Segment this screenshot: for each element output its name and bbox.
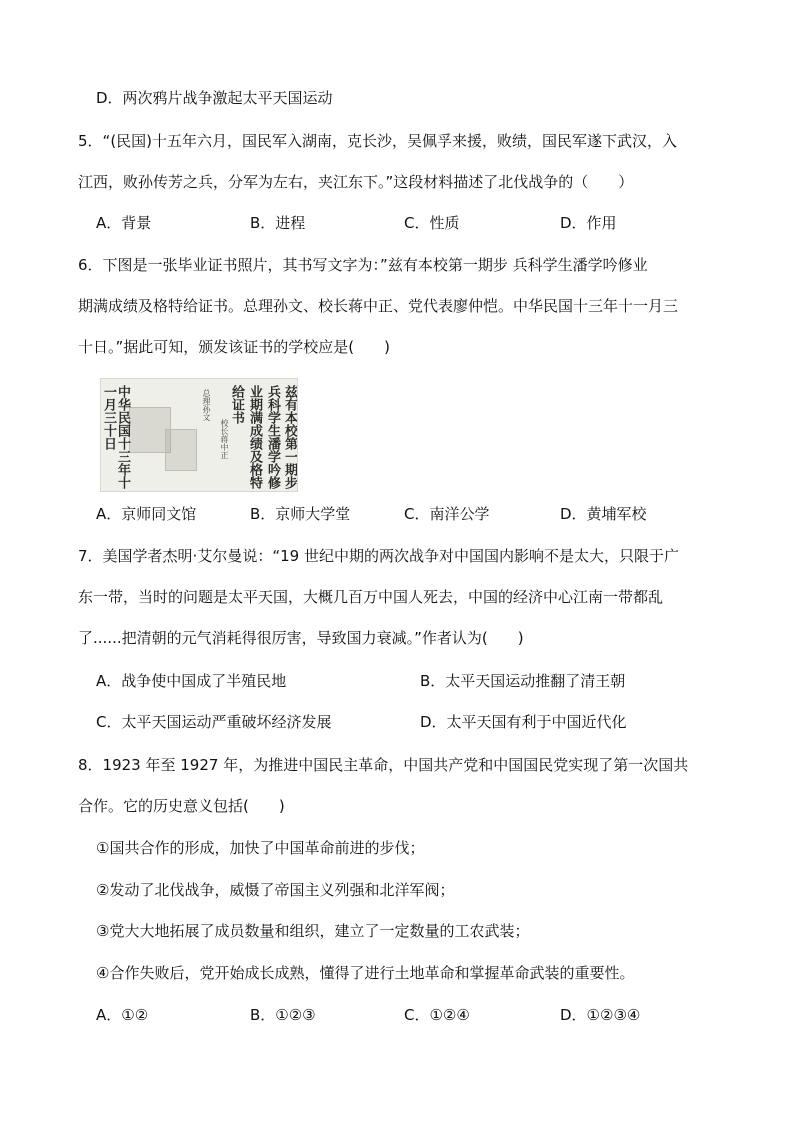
q5-option-b[interactable]: B．进程 bbox=[250, 214, 306, 232]
q8-option-a[interactable]: A．①② bbox=[96, 1006, 149, 1024]
q7-option-b[interactable]: B．太平天国运动推翻了清王朝 bbox=[420, 672, 626, 690]
q8-stem-line2: 合作。它的历史意义包括( ) bbox=[78, 797, 285, 815]
q6-option-a[interactable]: A．京师同文馆 bbox=[96, 505, 197, 523]
certificate-photo bbox=[100, 378, 298, 492]
q8-option-d[interactable]: D．①②③④ bbox=[560, 1006, 641, 1024]
q6-option-c[interactable]: C．南洋公学 bbox=[404, 505, 490, 523]
q6-stem-line2: 期满成绩及格特给证书。总理孙文、校长蒋中正、党代表廖仲恺。中华民国十三年十一月三 bbox=[78, 297, 679, 315]
q5-stem-line1: 5．“(民国)十五年六月，国民军入湖南，克长沙，吴佩孚来援，败绩，国民军遂下武汉，入 bbox=[78, 132, 678, 150]
q7-stem-line2: 东一带，当时的问题是太平天国，大概几百万中国人死去，中国的经济中心江南一带都乱 bbox=[78, 588, 664, 606]
q6-option-b[interactable]: B．京师大学堂 bbox=[250, 505, 351, 523]
q4-option-d: D．两次鸦片战争激起太平天国运动 bbox=[96, 89, 333, 107]
q8-stem-line1: 8．1923 年至 1927 年，为推进中国民主革命，中国共产党和中国国民党实现了第一次国共 bbox=[78, 756, 689, 774]
q6-stem-line3: 十日。”据此可知，颁发该证书的学校应是( ) bbox=[78, 338, 390, 356]
certificate-signature-1: 总理孙文 bbox=[202, 389, 211, 421]
certificate-seal-2 bbox=[165, 429, 197, 471]
q5-option-c[interactable]: C．性质 bbox=[404, 214, 460, 232]
q7-stem-line1: 7．美国学者杰明·艾尔曼说：“19 世纪中期的两次战争对中国国内影响不是太大，只限于广 bbox=[78, 547, 679, 565]
certificate-text-3: 业期满成绩及格特 bbox=[247, 385, 262, 489]
certificate-date: 中华民国十三年十一月三十日 bbox=[101, 385, 130, 489]
q7-option-a[interactable]: A．战争使中国成了半殖民地 bbox=[96, 672, 287, 690]
q5-option-d[interactable]: D．作用 bbox=[560, 214, 617, 232]
q7-option-d[interactable]: D．太平天国有利于中国近代化 bbox=[420, 713, 627, 731]
q5-stem-line2: 江西，败孙传芳之兵，分军为左右，夹江东下。”这段材料描述了北伐战争的（ ） bbox=[78, 173, 634, 191]
q8-item-1: ①国共合作的形成，加快了中国革命前进的步伐； bbox=[96, 839, 425, 857]
q8-item-4: ④合作失败后，党开始成长成熟，懂得了进行土地革命和掌握革命武装的重要性。 bbox=[96, 964, 635, 982]
q8-option-c[interactable]: C．①②④ bbox=[404, 1006, 470, 1024]
q7-option-c[interactable]: C．太平天国运动严重破坏经济发展 bbox=[96, 713, 332, 731]
certificate-signature-2: 校长蒋中正 bbox=[220, 419, 229, 459]
certificate-text-2: 兵科学生潘学吟修 bbox=[265, 385, 280, 489]
q7-stem-line3: 了......把清朝的元气消耗得很厉害，导致国力衰减。”作者认为( ) bbox=[78, 629, 524, 647]
q8-item-2: ②发动了北伐战争，威慑了帝国主义列强和北洋军阀； bbox=[96, 881, 455, 899]
certificate-text-1: 兹有本校第一期步 bbox=[282, 385, 297, 489]
q5-option-a[interactable]: A．背景 bbox=[96, 214, 152, 232]
certificate-text-4: 给证书 bbox=[229, 385, 244, 424]
q6-option-d[interactable]: D．黄埔军校 bbox=[560, 505, 647, 523]
q8-item-3: ③党大大地拓展了成员数量和组织，建立了一定数量的工农武装； bbox=[96, 922, 530, 940]
q6-stem-line1: 6．下图是一张毕业证书照片，其书写文字为：”兹有本校第一期步 兵科学生潘学吟修业 bbox=[78, 256, 648, 274]
q8-option-b[interactable]: B．①②③ bbox=[250, 1006, 316, 1024]
